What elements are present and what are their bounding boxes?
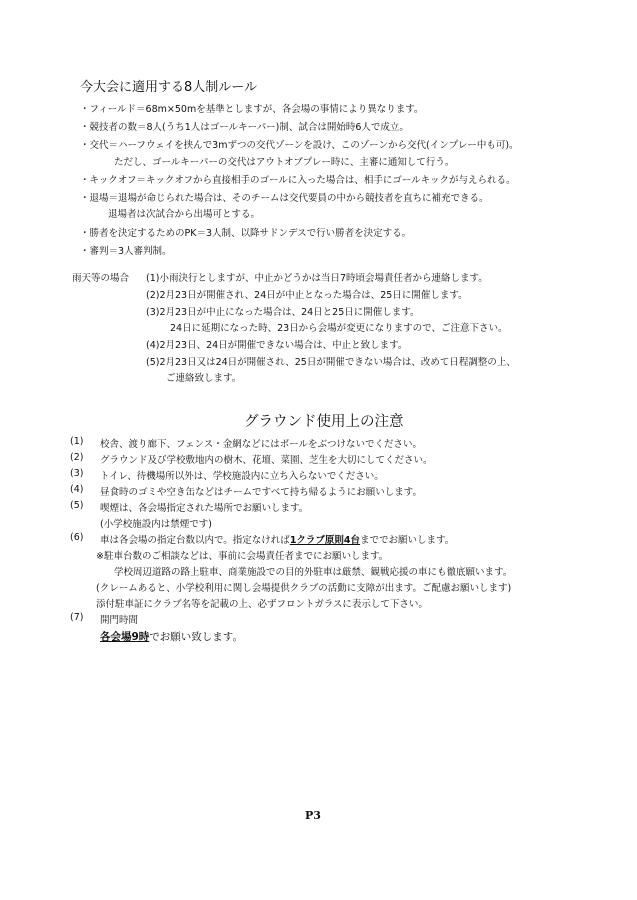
note-number: (6) bbox=[70, 532, 84, 543]
note-parking-consult: ※駐車台数のご相談などは、事前に会場責任者までにお願いします。 bbox=[96, 551, 389, 562]
note-gate-time-label: 開門時間 bbox=[100, 615, 139, 626]
rule-pk: ・勝者を決定するためのPK＝3人制、以降サドンデスで行い勝者を決定する。 bbox=[80, 228, 412, 239]
note-number: (3) bbox=[70, 468, 84, 479]
section-title-8-a-side-rules: 今大会に適用する8人制ルール bbox=[80, 80, 258, 95]
rule-sendoff: ・退場＝退場が命じられた場合は、そのチームは交代要員の中から競技者を直ちに補充できる。 bbox=[80, 193, 489, 204]
rain-label: 雨天等の場合 bbox=[72, 273, 130, 284]
rule-players: ・競技者の数＝8人(うち1人はゴールキーパー)制、試合は開始時6人で成立。 bbox=[80, 122, 409, 133]
note-gate-time-emphasis: 各会場9時 bbox=[100, 631, 150, 643]
rain-item-4: (4)2月23日、24日が開催できない場合は、中止と致します。 bbox=[146, 340, 408, 351]
note-parking-complaint: (クレームあると、小学校利用に関し会場提供クラブの活動に支障が出ます。ご配慮お願いします) bbox=[96, 583, 512, 594]
note-parking-line bbox=[100, 532, 454, 546]
rule-substitution-note: ただし、ゴールキーパーの交代はアウトオブプレー時に、主審に通知して行う。 bbox=[114, 157, 455, 168]
note-text: グラウンド及び学校敷地内の樹木、花壇、菜園、芝生を大切にしてください。 bbox=[100, 455, 433, 466]
rain-item-3: (3)2月23日が中止になった場合は、24日と25日に開催します。 bbox=[146, 307, 420, 318]
note-number: (4) bbox=[70, 484, 84, 495]
rule-substitution: ・交代＝ハーフウェイを挟んで3mずつの交代ゾーンを設け、このゾーンから交代(インプレー中も可)。 bbox=[80, 140, 519, 151]
note-number: (5) bbox=[70, 500, 84, 511]
rule-field: ・フィールド＝68m×50mを基準としますが、各会場の事情により異なります。 bbox=[80, 104, 424, 115]
note-parking-post: まででお願いします。 bbox=[360, 535, 455, 546]
note-number: (7) bbox=[70, 612, 84, 623]
section-title-ground-usage: グラウンド使用上の注意 bbox=[244, 414, 404, 430]
note-parking-pre: 車は各会場の指定台数以内で。指定なければ bbox=[100, 535, 290, 546]
note-number: (1) bbox=[70, 436, 84, 447]
rule-sendoff-note: 退場者は次試合から出場可とする。 bbox=[108, 209, 261, 220]
page-number: P3 bbox=[305, 809, 321, 822]
note-smoking-subnote: (小学校施設内は禁煙です) bbox=[100, 519, 212, 530]
rain-item-5-cont: ご連絡致します。 bbox=[166, 373, 242, 384]
rain-item-1: (1)小雨決行としますが、中止かどうかは当日7時頃会場責任者から連絡します。 bbox=[146, 273, 488, 284]
rain-item-3-note: 24日に延期になった時、23日から会場が変更になりますので、ご注意下さい。 bbox=[170, 323, 508, 334]
rain-item-5: (5)2月23日又は24日が開催され、25日が開催できない場合は、改めて日程調整の上、 bbox=[146, 357, 516, 368]
note-parking-emphasis: 1クラブ原則4台 bbox=[289, 535, 361, 546]
note-parking-prohibited: 学校周辺道路の路上駐車、商業施設での目的外駐車は厳禁、観戦応援の車にも徹底願います。 bbox=[114, 567, 513, 578]
note-text: 校舎、渡り廊下、フェンス・金網などにはボールをぶつけないでください。 bbox=[100, 439, 423, 450]
note-gate-time-line bbox=[100, 629, 243, 644]
note-text: 喫煙は、各会場指定された場所でお願いします。 bbox=[100, 503, 309, 514]
note-gate-time-post: でお願い致します。 bbox=[149, 631, 243, 643]
rain-item-2: (2)2月23日が開催され、24日が中止となった場合は、25日に開催します。 bbox=[146, 290, 468, 301]
note-number: (2) bbox=[70, 452, 84, 463]
note-parking-permit: 添付駐車証にクラブ名等を記載の上、必ずフロントガラスに表示して下さい。 bbox=[96, 599, 428, 610]
rule-kickoff: ・キックオフ＝キックオフから直接相手のゴールに入った場合は、相手にゴールキックが与えられる。 bbox=[80, 175, 516, 186]
note-text: 昼食時のゴミや空き缶などはチームですべて持ち帰るようにお願いします。 bbox=[100, 487, 423, 498]
rule-referee: ・審判＝3人審判制。 bbox=[80, 246, 172, 257]
note-text: トイレ、待機場所以外は、学校施設内に立ち入らないでください。 bbox=[100, 471, 384, 482]
